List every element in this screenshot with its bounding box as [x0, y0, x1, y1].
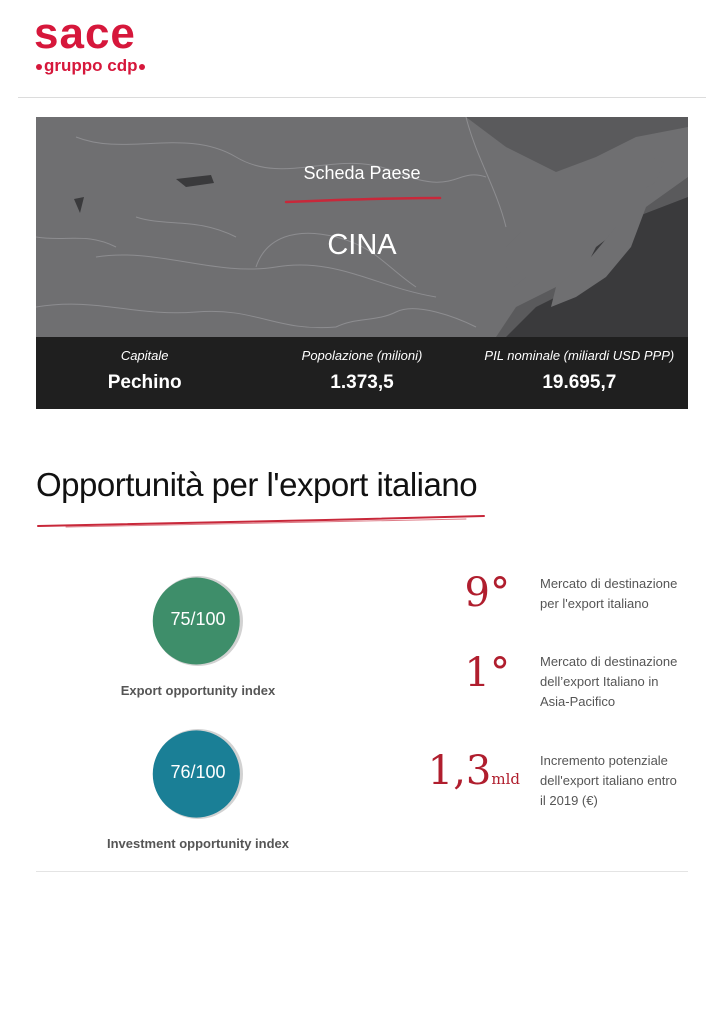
gauge-score: 75/100 [170, 609, 226, 629]
stat-gdp [471, 337, 688, 409]
hero-subtitle: Scheda Paese [303, 163, 421, 183]
map-background [36, 117, 688, 337]
logo-wordmark: sace [34, 9, 136, 58]
stat-value: Pechino [107, 372, 182, 393]
stat-label: Capitale [120, 348, 169, 363]
investment-opportunity-gauge [150, 726, 246, 822]
metric-rank-export [400, 570, 510, 616]
metric-export-increase [400, 748, 520, 794]
header-divider [18, 97, 706, 98]
stat-population [253, 337, 470, 409]
sace-logo[interactable] [34, 9, 147, 76]
section-title: Opportunità per l'export italiano [36, 466, 478, 503]
logo-tagline-text: gruppo cdp [44, 56, 138, 75]
metric-number: 9° [464, 570, 510, 616]
metric-number: 1,3 [427, 748, 492, 794]
metric-description: Mercato di destinazione per l'export italiano [540, 576, 678, 611]
logo-tagline [34, 56, 147, 76]
metric-description: Incremento potenziale dell'export italiano entro il 2019 (€) [540, 753, 677, 808]
metric-rank-asia [400, 650, 510, 696]
country-hero [36, 117, 688, 337]
gauge-label: Export opportunity index [120, 683, 276, 698]
metric-number: 1° [464, 650, 510, 696]
bullet-dot-icon [139, 64, 145, 70]
country-stats [36, 337, 688, 409]
metric-description: Mercato di destinazione dell’export Italiano in Asia-Pacifico [540, 654, 678, 709]
section-underline [36, 512, 488, 530]
stat-capital [36, 337, 253, 409]
stat-label: PIL nominale (miliardi USD PPP) [484, 348, 675, 363]
stat-value: 1.373,5 [330, 372, 394, 393]
hero-underline [284, 195, 444, 205]
export-opportunity-gauge [150, 573, 246, 669]
bullet-dot-icon [36, 64, 42, 70]
gauge-score: 76/100 [170, 762, 226, 782]
gauge-label: Investment opportunity index [106, 836, 289, 851]
footer-divider [36, 871, 688, 872]
metric-unit: mld [491, 770, 520, 788]
country-name: CINA [327, 229, 397, 261]
stat-value: 19.695,7 [542, 372, 617, 393]
stat-label: Popolazione (milioni) [301, 348, 423, 363]
